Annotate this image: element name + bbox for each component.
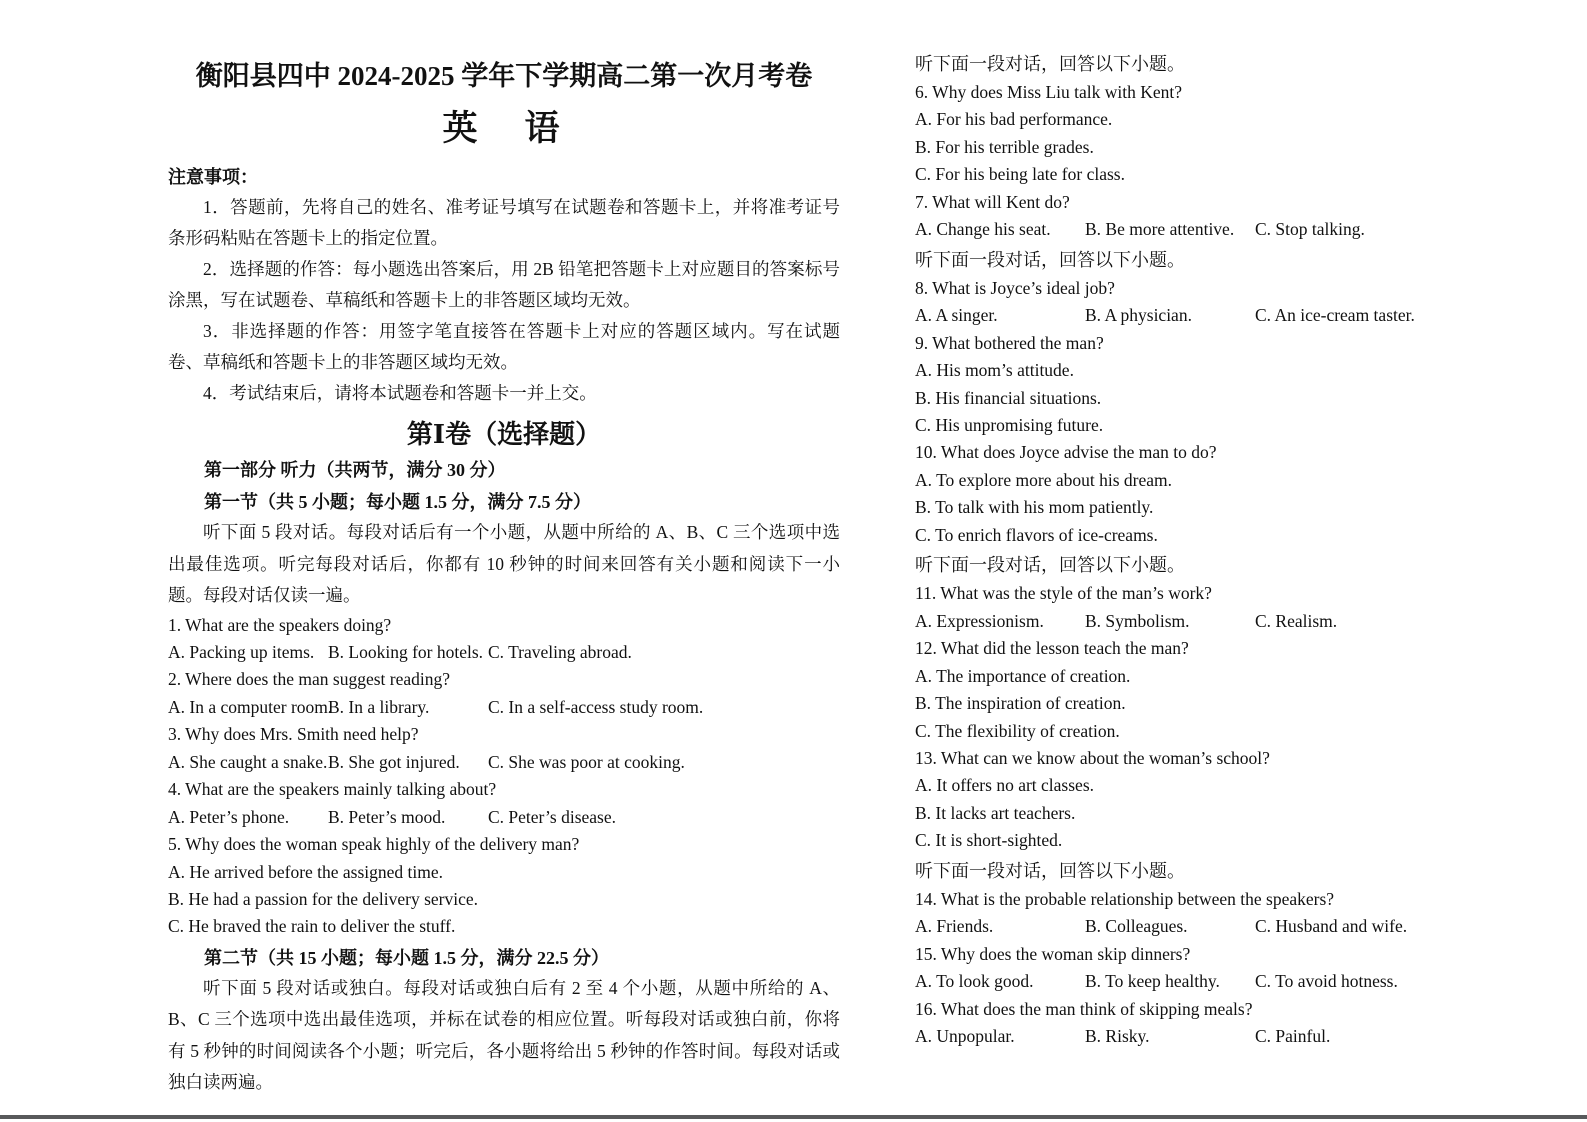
- question-4-stem: 4. What are the speakers mainly talking about?: [168, 779, 497, 800]
- question-9-option-b: B. His financial situations.: [915, 387, 1102, 408]
- question-12-option-c: C. The flexibility of creation.: [915, 720, 1120, 741]
- question-3-options: [168, 749, 840, 776]
- question-2-option-c: C. In a self-access study room.: [488, 696, 704, 717]
- paper-title: 衡阳县四中 2024-2025 学年下学期高二第一次月考卷: [195, 61, 813, 91]
- question-15-stem: 15. Why does the woman skip dinners?: [915, 943, 1191, 964]
- question-7-option-b: B. Be more attentive.: [1085, 219, 1235, 240]
- notice-item-3: 3．非选择题的作答：用签字笔直接答在答题卡上对应的答题区域内。写在试题卷、草稿纸和答题卡上的非答题区域均无效。: [168, 321, 840, 372]
- question-15-option-c: C. To avoid hotness.: [1255, 971, 1398, 992]
- question-14-stem: 14. What is the probable relationship between the speakers?: [915, 888, 1335, 909]
- question-5-option-c: C. He braved the rain to deliver the stuff.: [168, 916, 456, 937]
- question-10-stem: 10. What does Joyce advise the man to do?: [915, 442, 1217, 463]
- question-14-option-a: A. Friends.: [915, 916, 994, 937]
- question-9-option-a: A. His mom’s attitude.: [915, 360, 1074, 381]
- question-11-stem: 11. What was the style of the man’s work?: [915, 583, 1212, 604]
- question-5-option-b: B. He had a passion for the delivery service.: [168, 889, 479, 910]
- question-15-option-a: A. To look good.: [915, 971, 1034, 992]
- question-2-stem: 2. Where does the man suggest reading?: [168, 669, 451, 690]
- question-15-option-b: B. To keep healthy.: [1085, 971, 1220, 992]
- question-7-option-a: A. Change his seat.: [915, 219, 1051, 240]
- question-16-option-a: A. Unpopular.: [915, 1026, 1015, 1047]
- question-6-stem: 6. Why does Miss Liu talk with Kent?: [915, 82, 1183, 102]
- question-7-stem: 7. What will Kent do?: [915, 191, 1070, 212]
- question-3-stem: 3. Why does Mrs. Smith need help?: [168, 724, 419, 745]
- question-4-options: [168, 804, 840, 831]
- question-1-option-c: C. Traveling abroad.: [488, 641, 632, 662]
- notice-item-2: 2．选择题的作答：每小题选出答案后，用 2B 铅笔把答题卡上对应题目的答案标号涂黑，写在试题卷、草稿纸和答题卡上的非答题区域均无效。: [168, 259, 840, 310]
- question-13-option-c: C. It is short-sighted.: [915, 830, 1063, 851]
- question-11-option-b: B. Symbolism.: [1085, 610, 1190, 631]
- question-11-options: [915, 608, 1397, 635]
- question-10-option-a: A. To explore more about his dream.: [915, 469, 1172, 490]
- question-12-stem: 12. What did the lesson teach the man?: [915, 638, 1189, 659]
- notice-item-1: 1．答题前，先将自己的姓名、准考证号填写在试题卷和答题卡上，并将准考证号条形码粘贴在答题卡上的指定位置。: [168, 197, 840, 248]
- question-4-option-c: C. Peter’s disease.: [488, 806, 616, 827]
- notice-heading: 注意事项：: [168, 167, 258, 187]
- question-16-option-c: C. Painful.: [1255, 1026, 1331, 1047]
- notice-item-4: 4．考试结束后，请将本试题卷和答题卡一并上交。: [203, 383, 597, 403]
- question-10-option-c: C. To enrich flavors of ice-creams.: [915, 524, 1158, 545]
- question-7-option-c: C. Stop talking.: [1255, 219, 1365, 240]
- question-13-stem: 13. What can we know about the woman’s school?: [915, 747, 1270, 768]
- question-2-option-a: A. In a computer room.: [168, 696, 333, 717]
- question-13-option-a: A. It offers no art classes.: [915, 775, 1094, 796]
- question-8-option-a: A. A singer.: [915, 305, 998, 326]
- question-9-stem: 9. What bothered the man?: [915, 332, 1104, 353]
- question-5-option-a: A. He arrived before the assigned time.: [168, 861, 444, 882]
- question-1-options: [168, 639, 840, 666]
- question-13-option-b: B. It lacks art teachers.: [915, 802, 1076, 823]
- question-3-option-b: B. She got injured.: [328, 751, 460, 772]
- question-9-option-c: C. His unpromising future.: [915, 414, 1104, 435]
- question-3-option-c: C. She was poor at cooking.: [488, 751, 685, 772]
- right-column: [915, 48, 1415, 1051]
- section2-intro: 听下面 5 段对话或独白。每段对话或独白后有 2 至 4 个小题，从题中所给的 A、B、C 三个选项中选出最佳选项，并标在试卷的相应位置。听每段对话或独白前，你将有 5 秒钟的时间阅读各个小题；听完后，各小题将给出 5 秒钟的作答时间。每段对话或独白读两遍。: [168, 977, 840, 1093]
- question-16-option-b: B. Risky.: [1085, 1026, 1150, 1047]
- question-8-options: [915, 302, 1415, 329]
- question-1-stem: 1. What are the speakers doing?: [168, 614, 392, 635]
- question-11-option-c: C. Realism.: [1255, 610, 1338, 631]
- section1-title: 第一节（共 5 小题；每小题 1.5 分，满分 7.5 分）: [204, 492, 591, 512]
- question-4-option-b: B. Peter’s mood.: [328, 806, 446, 827]
- question-12-option-b: B. The inspiration of creation.: [915, 693, 1126, 714]
- dialogue-leadin-4: 听下面一段对话，回答以下小题。: [915, 860, 1185, 881]
- question-16-stem: 16. What does the man think of skipping meals?: [915, 998, 1253, 1019]
- question-8-option-b: B. A physician.: [1085, 305, 1192, 326]
- question-6-option-c: C. For his being late for class.: [915, 164, 1125, 185]
- question-16-options: [915, 1023, 1397, 1050]
- question-5-stem: 5. Why does the woman speak highly of the delivery man?: [168, 834, 580, 855]
- part1-title: 第一部分 听力（共两节，满分 30 分）: [204, 460, 506, 480]
- section2-title: 第二节（共 15 小题；每小题 1.5 分，满分 22.5 分）: [204, 947, 609, 968]
- question-3-option-a: A. She caught a snake.: [168, 751, 328, 772]
- dialogue-leadin-1: 听下面一段对话，回答以下小题。: [915, 54, 1185, 74]
- section1-intro: 听下面 5 段对话。每段对话后有一个小题，从题中所给的 A、B、C 三个选项中选出最佳选项。听完每段对话后，你都有 10 秒钟的时间来回答有关小题和阅读下一小题。每段对话仅读一遍。: [168, 522, 840, 605]
- question-15-options: [915, 968, 1397, 995]
- volume-title: 第Ⅰ卷（选择题）: [406, 420, 602, 449]
- question-7-options: [915, 216, 1397, 243]
- dialogue-leadin-2: 听下面一段对话，回答以下小题。: [915, 249, 1185, 270]
- question-14-option-c: C. Husband and wife.: [1255, 916, 1408, 937]
- question-1-option-a: A. Packing up items.: [168, 641, 315, 662]
- question-12-option-a: A. The importance of creation.: [915, 665, 1131, 686]
- subject-title: 英 语: [442, 109, 566, 148]
- question-14-option-b: B. Colleagues.: [1085, 916, 1188, 937]
- question-6-option-a: A. For his bad performance.: [915, 109, 1113, 130]
- question-4-option-a: A. Peter’s phone.: [168, 806, 290, 827]
- question-2-option-b: B. In a library.: [328, 696, 430, 717]
- question-11-option-a: A. Expressionism.: [915, 610, 1044, 631]
- dialogue-leadin-3: 听下面一段对话，回答以下小题。: [915, 555, 1185, 576]
- question-8-option-c: C. An ice-cream taster.: [1255, 305, 1415, 326]
- question-14-options: [915, 913, 1408, 940]
- left-column: [168, 52, 840, 1099]
- question-1-option-b: B. Looking for hotels.: [328, 641, 484, 662]
- question-6-option-b: B. For his terrible grades.: [915, 136, 1094, 157]
- question-2-options: [168, 694, 840, 721]
- bottom-edge-bar: [0, 1115, 1587, 1119]
- question-10-option-b: B. To talk with his mom patiently.: [915, 497, 1154, 518]
- question-8-stem: 8. What is Joyce’s ideal job?: [915, 277, 1115, 298]
